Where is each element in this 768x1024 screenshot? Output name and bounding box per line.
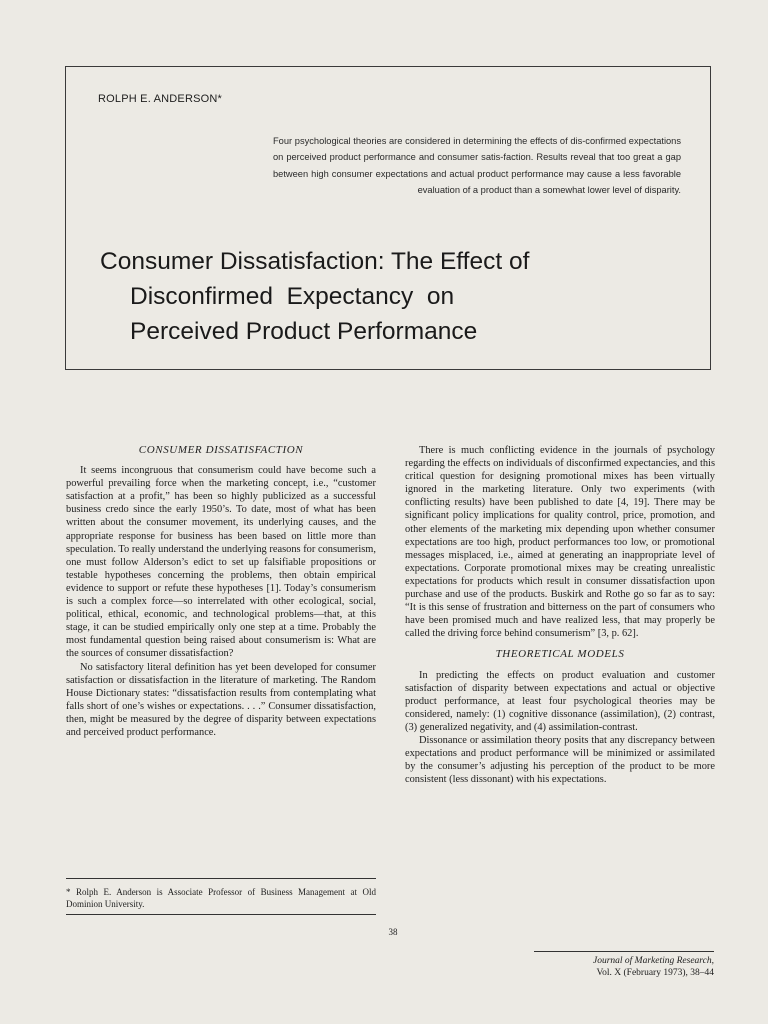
paragraph: No satisfactory literal definition has yet been developed for consumer satisfaction or dissatisfaction in the literature of marketing. The Random House Dictionary states: “dissatisfaction results from contemplating what falls short of one’s wishes or expectations. . . .” Consumer dissatisfaction, then, might be measured by the degree of disparity between expectations and perceived product performance. [66, 661, 376, 738]
title-line-2: Disconfirmed Expectancy on [130, 283, 455, 310]
article-title [100, 244, 529, 349]
paragraph: There is much conflicting evidence in the journals of psychology regarding the effects on individuals of disconfirmed expectancies, and this critical question for designing promotional mixes has been virtually ignored in the marketing literature. Only two experiments (with conflicting results) have been published to date [4, 19]. There may be significant policy implications for quality control, price, promotion, and other elements of the marketing mix depending upon whether consumer expectations are too high, product performances too low, or promotional messages misplaced, i.e., aimed at generating an inappropriate level of expectations. Corporate promotional mixes may be creating unrealistic expectations for products which result in consumer dissatisfaction upon purchase and use of the products. Buskirk and Rothe go so far as to say: “It is this sense of frustration and bitterness on the part of consumers who have been promised much and have realized less, that may properly be called the driving force behind consumerism” [3, p. 62]. [405, 445, 715, 640]
footnote-divider [66, 878, 376, 879]
section-heading-consumer-dissatisfaction: CONSUMER DISSATISFACTION [138, 444, 304, 456]
paragraph: In predicting the effects on product evaluation and customer satisfaction of disparity between expectations and actual or objective product performance, at least four psychological theories may be considered, namely: (1) cognitive dissonance (assimilation), (2) contrast, (3) generalized negativity, and (4) assimilation-contrast. [405, 669, 715, 733]
journal-citation [520, 955, 714, 979]
title-line-1: Consumer Dissatisfaction: The Effect of [100, 248, 530, 275]
right-column [405, 444, 715, 786]
abstract: Four psychological theories are considered in determining the effects of dis-confirmed expectations on perceived product performance and consumer satis-faction. Results reveal that too great a gap between high consumer expectations and actual product performance may cause a less favorable evaluation of a product than a somewhat lower level of disparity. [273, 136, 681, 196]
page-number: 38 [388, 927, 398, 937]
journal-divider [534, 951, 714, 952]
section-heading-theoretical-models: THEORETICAL MODELS [495, 648, 625, 661]
author-name: ROLPH E. ANDERSON* [98, 93, 223, 105]
footnote-divider [66, 914, 376, 915]
footnote: * Rolph E. Anderson is Associate Professor of Business Management at Old Dominion University. [66, 887, 376, 909]
left-column [66, 444, 376, 739]
journal-volume: Vol. X (February 1973), 38–44 [596, 968, 714, 978]
title-line-3: Perceived Product Performance [130, 318, 478, 345]
header-box [65, 66, 711, 370]
journal-name: Journal of Marketing Research, [592, 956, 714, 966]
paragraph: It seems incongruous that consumerism could have become such a powerful prevailing force when the marketing concept, i.e., “customer satisfaction at a profit,” has been so highly publicized as a successful business credo since the early 1950’s. To date, most of what has been written about the consumer movement, its underlying causes, and the appropriate response for business has been based on little more than speculation. To really understand the underlying reasons for consumerism, one must follow Alderson’s edict to set up falsifiable propositions or testable hypotheses concerning the problems, then obtain empirical evidence to support or refute these hypotheses [1]. Today’s consumerism is such a complex force—so interrelated with other ecological, social, political, ethical, economic, and technological problems—that, at this stage, it can be studied empirically only one step at a time. Probably the most fundamental question being raised about consumerism is: What are the sources of consumer dissatisfaction? [66, 465, 376, 660]
paragraph: Dissonance or assimilation theory posits that any discrepancy between expectations and product performance will be minimized or assimilated by the consumer’s adjusting his perception of the product to be more consistent (less dissonant) with his expectations. [405, 734, 715, 786]
